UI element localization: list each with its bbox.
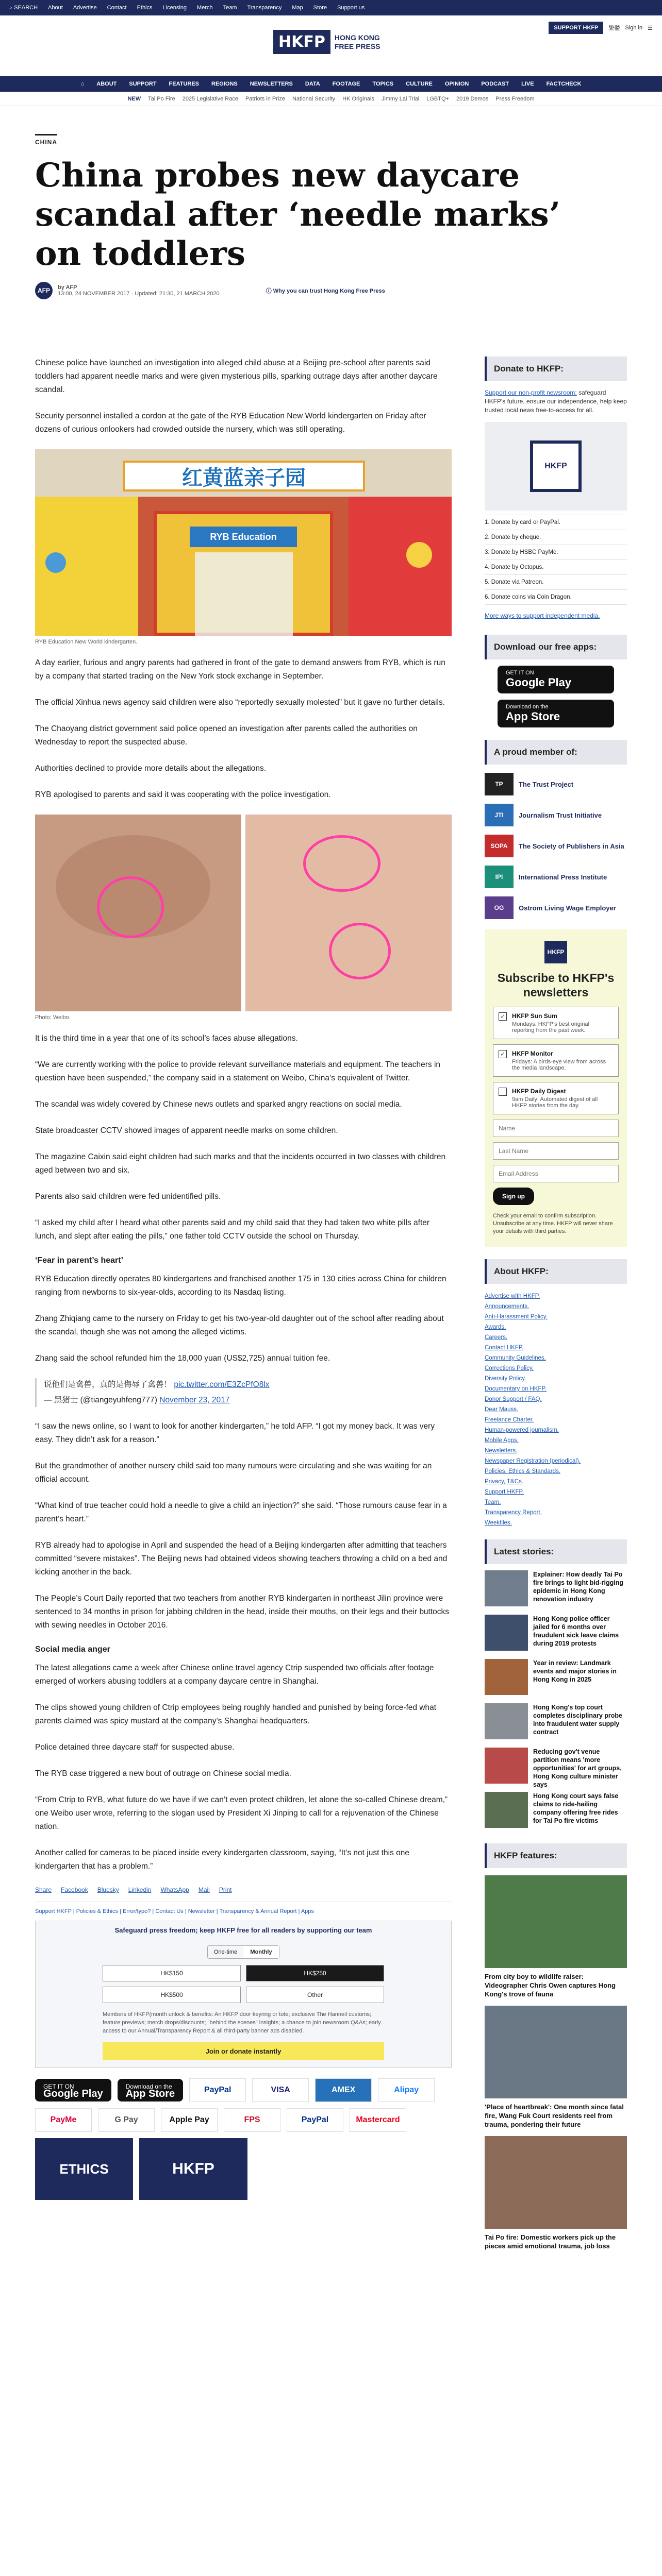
share-whatsapp[interactable]: WhatsApp	[160, 1886, 189, 1893]
masthead	[0, 15, 662, 76]
top-bar	[0, 0, 662, 15]
paragraph: “I saw the news online, so I want to look for another kindergarten,” he told AFP. “I got my money back. It was very easy. They didn’t ask for a reason.”	[35, 1422, 435, 1444]
checkbox[interactable]: ✓	[499, 1012, 507, 1021]
member-name[interactable]: International Press Institute	[519, 873, 607, 881]
latest-story[interactable]	[485, 1748, 627, 1786]
story-headline[interactable]: Explainer: How deadly Tai Po fire brings to light bid-rigging epidemic in Hong Kong renovation industry	[533, 1571, 623, 1603]
paragraph: “We are currently working with the police to provide relevant surveillance materials and equipment. The teachers in question have been suspended,” the company said in a statement on Weibo, China’s equivalent of Twitter.	[35, 1060, 441, 1082]
fps-logo: FPS	[224, 2108, 280, 2132]
member-name[interactable]: The Trust Project	[519, 780, 574, 788]
paragraph: The magazine Caixin said eight children had such marks and that the incidents occurred in two classes with children aged between two and six.	[35, 1153, 446, 1175]
newsletter-desc: 9am Daily: Automated digest of all HKFP stories from the day.	[512, 1096, 598, 1109]
donate-method[interactable]: 5. Donate via Patreon.	[485, 575, 627, 590]
language-link[interactable]: 繁體	[608, 25, 620, 31]
about-link[interactable]: Careers.	[485, 1334, 508, 1341]
share-facebook[interactable]: Facebook	[61, 1886, 88, 1893]
paragraph: But the grandmother of another nursery child said too many rumours were circulating and she was waiting for an official account.	[35, 1462, 432, 1484]
paragraph: Parents also said children were fed unidentified pills.	[35, 1192, 221, 1201]
newsletter-fine-print: Check your email to confirm subscription. Unsubscribe at any time. HKFP will never share your details with third parties.	[493, 1213, 613, 1234]
about-link[interactable]: Team.	[485, 1499, 501, 1505]
sidebar-google-play-label[interactable]: Google Play	[506, 676, 572, 689]
paragraph: Another called for cameras to be placed inside every kindergarten classroom, saying, “It’s not just this one kindergarten that has a problem.”	[35, 1849, 410, 1871]
about-link[interactable]: Community Guidelines.	[485, 1355, 546, 1361]
feature-story[interactable]	[485, 2006, 627, 2129]
paypal-logo: PayPal	[189, 2078, 246, 2102]
paragraph: “I asked my child after I heard what other parents said and my child said that they had taken two white pills after lunch, and slept after eating the pills,” one father told CCTV outside the school on Thursday.	[35, 1218, 430, 1241]
member-jti[interactable]	[485, 804, 627, 826]
gpay-logo: G Pay	[98, 2108, 155, 2132]
frequency-toggle	[207, 1945, 279, 1959]
nav-features[interactable]: FEATURES	[169, 81, 200, 87]
author-avatar[interactable]: AFP	[35, 282, 53, 299]
share-label: Share	[35, 1886, 52, 1893]
jti-icon: JTI	[485, 804, 514, 826]
sopa-icon: SOPA	[485, 835, 514, 857]
about-link[interactable]: Dear Mauss.	[485, 1406, 519, 1413]
top-link-contact[interactable]: Contact	[107, 5, 127, 11]
trending-bar	[0, 92, 662, 106]
paragraph: Police detained three daycare staff for suspected abuse.	[35, 1743, 235, 1752]
newsletter-option-text	[512, 1012, 613, 1033]
top-link-merch[interactable]: Merch	[197, 5, 213, 11]
paragraph: A day earlier, furious and angry parents had gathered in front of the gate to demand answers from RYB, which is run by a company that started trading on the New York stock exchange in September.	[35, 658, 445, 681]
member-living-wage[interactable]	[485, 896, 627, 919]
about-link[interactable]: Mobile Apps.	[485, 1437, 519, 1444]
latest-story[interactable]	[485, 1615, 627, 1653]
paragraph: The People’s Court Daily reported that two teachers from another RYB kindergarten in northeast Jilin province were sentenced to 34 months in prison for jabbing children in the head, inside their mouths, on their legs and their buttocks with sewing needles in October 2016.	[35, 1594, 450, 1630]
newsletter-desc: Mondays: HKFP's best original reporting from the past week.	[512, 1021, 590, 1033]
about-link[interactable]: Human-powered journalism.	[485, 1427, 559, 1433]
alipay-logo: Alipay	[378, 2078, 435, 2102]
tweet-date-link[interactable]: November 23, 2017	[159, 1396, 230, 1404]
paragraph: RYB already had to apologise in April and suspended the head of a Beijing kindergarten after admitting that teachers committed “severe mistakes”. The Beijing news had obtained videos showing teachers throwing a child on a bed and kicking another in the back.	[35, 1541, 448, 1577]
top-link-about[interactable]: About	[48, 5, 63, 11]
main-nav	[0, 76, 662, 92]
photo-caption: RYB Education New World kindergarten.	[35, 639, 138, 645]
nav-regions[interactable]: REGIONS	[211, 81, 238, 87]
kindergarten-photo	[35, 449, 452, 636]
site-logo[interactable]	[273, 30, 380, 54]
newsletter-option-daily-digest[interactable]	[493, 1082, 619, 1114]
share-print[interactable]: Print	[219, 1886, 232, 1893]
about-link[interactable]: Newspaper Registration (periodical).	[485, 1458, 581, 1464]
share-bluesky[interactable]: Bluesky	[97, 1886, 119, 1893]
about-link[interactable]: Corrections Policy.	[485, 1365, 534, 1371]
donate-note-text: safeguard HKFP's future, ensure our independence, help keep trusted local news free-to-access for all.	[485, 389, 627, 414]
trending-item[interactable]: Patriots in Prize	[245, 95, 285, 102]
newsletter-option-monitor[interactable]	[493, 1044, 619, 1077]
app-store-small[interactable]: Download on the	[125, 2083, 172, 2090]
donate-method[interactable]: 3. Donate by HSBC PayMe.	[485, 545, 627, 560]
trust-link[interactable]: ⓘ Why you can trust Hong Kong Free Press	[266, 288, 385, 294]
paragraph: The official Xinhua news agency said children were also “reportedly sexually molested” but it gave no further details.	[35, 698, 445, 707]
article-kicker[interactable]: CHINA	[35, 134, 57, 146]
monthly-option[interactable]: Monthly	[243, 1946, 279, 1958]
about-links	[485, 1291, 627, 1528]
last-name-input[interactable]	[493, 1142, 619, 1160]
about-link[interactable]: Awards.	[485, 1324, 506, 1330]
paragraph: RYB apologised to parents and said it was cooperating with the police investigation.	[35, 790, 331, 799]
living-wage-icon: OG	[485, 896, 514, 919]
subscribe-button[interactable]: Sign up	[493, 1188, 534, 1205]
app-store-button[interactable]	[118, 2079, 184, 2102]
bottom-apps-payments	[35, 2078, 452, 2200]
promo-header: Safeguard press freedom; keep HKFP free for all readers by supporting our team	[114, 1926, 372, 1934]
about-link[interactable]: Policies, Ethics & Standards.	[485, 1468, 561, 1475]
about-link[interactable]: Contact HKFP.	[485, 1345, 524, 1351]
article-title: China probes new daycare scandal after ‘needle marks’ on toddlers	[35, 156, 560, 273]
story-thumbnail[interactable]	[485, 1659, 528, 1695]
donate-note-link[interactable]: Support our non-profit newsroom:	[485, 389, 577, 396]
join-button[interactable]: Join or donate instantly	[103, 2042, 384, 2060]
more-ways-link[interactable]: More ways to support independent media.	[485, 612, 600, 619]
nav-factcheck[interactable]: FACTCHECK	[546, 81, 582, 87]
about-link[interactable]: Anti-Harassment Policy.	[485, 1314, 548, 1320]
logo-mark[interactable]: HKFP	[273, 30, 330, 54]
logo-text[interactable]	[335, 33, 380, 51]
top-link-map[interactable]: Map	[292, 5, 303, 11]
paragraph: The latest allegations came a week after Chinese online travel agency Ctrip suspended two officials after footage emerged of workers abusing toddlers at a company daycare centre in Shanghai.	[35, 1664, 434, 1686]
paragraph: Chinese police have launched an investigation into alleged child abuse at a Beijing pre-school after parents said toddlers had apparent needle marks and were given mysterious pills, sparking outrage days after another daycare scandal.	[35, 359, 438, 394]
story-thumbnail[interactable]	[485, 1703, 528, 1739]
search-link[interactable]: ⌕ SEARCH	[9, 4, 38, 11]
paragraph: “From Ctrip to RYB, what future do we have if we can’t even protect children, let alone the so-called Chinese dream,” one Weibo user wrote, referring to the slogan used by President Xi Jinping to call for a rejuvenation of the Chinese nation.	[35, 1795, 448, 1831]
qr-code[interactable]: HKFP	[530, 440, 582, 492]
byline-text	[58, 284, 220, 297]
apple-pay-logo: Apple Pay	[161, 2108, 218, 2132]
about-link[interactable]: Support HKFP.	[485, 1489, 524, 1495]
checkbox[interactable]: ✓	[499, 1050, 507, 1058]
logo-line-1[interactable]: HONG KONG	[334, 33, 380, 42]
app-store-label[interactable]: App Store	[125, 2088, 175, 2099]
paragraph: The clips showed young children of Ctrip employees being roughly handled and punished by being force-fed what parents claimed was spicy mustard at the company’s Shanghai headquarters.	[35, 1703, 437, 1725]
newsletter-desc: Fridays: A birds-eye view from across the media landscape.	[512, 1059, 606, 1071]
member-sopa[interactable]	[485, 835, 627, 857]
support-hkfp-button[interactable]: SUPPORT HKFP	[549, 22, 603, 34]
story-thumbnail[interactable]	[485, 1615, 528, 1651]
trending-item[interactable]: 2019 Demos	[456, 95, 489, 102]
paragraph: The Chaoyang district government said police opened an investigation after parents called the authorities on Wednesday to report the suspected abuse.	[35, 724, 418, 747]
paragraph: The RYB case triggered a new bout of outrage on Chinese social media.	[35, 1769, 291, 1778]
story-thumbnail[interactable]	[485, 1570, 528, 1606]
logo-line-2[interactable]: FREE PRESS	[334, 42, 380, 50]
top-link-team[interactable]: Team	[223, 5, 237, 11]
article-footer-links[interactable]: Support HKFP | Policies & Ethics | Error/typo? | Contact Us | Newsletter | Transparency & Annual Report | Apps	[35, 1902, 452, 1914]
newsletter-box	[485, 929, 627, 1247]
top-link-ethics[interactable]: Ethics	[137, 5, 153, 11]
latest-story[interactable]	[485, 1659, 627, 1697]
story-thumbnail[interactable]	[485, 1792, 528, 1828]
latest-heading: Latest stories:	[485, 1539, 627, 1564]
newsletter-name: HKFP Monitor	[512, 1050, 553, 1057]
amex-logo: AMEX	[315, 2078, 372, 2102]
newsletter-logo: HKFP	[544, 941, 567, 963]
author-name[interactable]: by AFP	[58, 284, 77, 291]
amount-options	[36, 1965, 451, 2003]
story-headline[interactable]: Year in review: Landmark events and major stories in Hong Kong in 2025	[533, 1659, 617, 1683]
story-headline[interactable]: Reducing gov't venue partition means 'more opportunities' for art groups, Hong Kong culture minister says	[533, 1748, 622, 1788]
donate-note	[485, 388, 627, 415]
paragraph: RYB Education directly operates 80 kindergartens and franchised another 175 in 130 cities across China for children ranging from newborns to six-year-olds, according to its Nasdaq listing.	[35, 1275, 446, 1297]
trending-item[interactable]: Tai Po Fire	[148, 95, 175, 102]
latest-story[interactable]	[485, 1570, 627, 1608]
paragraph: Authorities declined to provide more details about the allegations.	[35, 764, 267, 773]
about-link[interactable]: Weekfiles.	[485, 1520, 512, 1526]
apps-heading: Download our free apps:	[485, 635, 627, 659]
about-link[interactable]: Announcements.	[485, 1303, 529, 1310]
nav-live[interactable]: LIVE	[521, 81, 534, 87]
nav-footage[interactable]: FOOTAGE	[332, 81, 360, 87]
trending-item[interactable]: National Security	[292, 95, 336, 102]
nav-data[interactable]: DATA	[305, 81, 320, 87]
paragraph: It is the third time in a year that one of its school’s faces abuse allegations.	[35, 1034, 298, 1043]
trending-item[interactable]: Press Freedom	[495, 95, 535, 102]
byline	[35, 282, 627, 299]
feature-headline[interactable]: Tai Po fire: Domestic workers pick up the pieces amid emotional trauma, job loss	[485, 2233, 616, 2250]
share-bar	[35, 1886, 452, 1893]
nav-about[interactable]: ABOUT	[96, 81, 117, 87]
donate-method[interactable]: 4. Donate by Octopus.	[485, 560, 627, 575]
feature-image[interactable]	[485, 2136, 627, 2229]
donate-method[interactable]: 1. Donate by card or PayPal.	[485, 515, 627, 530]
ipi-icon: IPI	[485, 866, 514, 888]
newsletter-title: Subscribe to HKFP's newsletters	[497, 971, 615, 999]
top-link-advertise[interactable]: Advertise	[73, 5, 97, 11]
about-link[interactable]: Advertise with HKFP.	[485, 1293, 540, 1299]
section-heading: ‘Fear in parent’s heart’	[35, 1256, 124, 1265]
trending-item[interactable]: Jimmy Lai Trial	[381, 95, 420, 102]
nav-opinion[interactable]: OPINION	[444, 81, 469, 87]
trending-item[interactable]: HK Originals	[342, 95, 374, 102]
member-name[interactable]: Ostrom Living Wage Employer	[519, 904, 616, 912]
newsletter-option-text	[512, 1050, 613, 1071]
menu-icon[interactable]: ☰	[648, 25, 653, 31]
sidebar-app-store-small[interactable]: Download on the	[506, 704, 549, 710]
sidebar-google-play-button[interactable]	[498, 666, 614, 693]
feature-story[interactable]	[485, 2136, 627, 2250]
share-linkedin[interactable]: Linkedin	[128, 1886, 152, 1893]
member-ipi[interactable]	[485, 866, 627, 888]
member-name[interactable]: Journalism Trust Initiative	[519, 811, 602, 819]
nav-newsletters[interactable]: NEWSLETTERS	[250, 81, 293, 87]
payme-logo: PayMe	[35, 2108, 92, 2132]
google-play-label[interactable]: Google Play	[43, 2088, 103, 2099]
about-link[interactable]: Privacy, T&Cs.	[485, 1479, 523, 1485]
member-trust-project[interactable]	[485, 773, 627, 795]
sidebar-app-store-button[interactable]	[498, 700, 614, 727]
kindergarten-sub-sign: RYB Education	[190, 527, 297, 547]
about-link[interactable]: Newsletters.	[485, 1448, 518, 1454]
about-link[interactable]: Transparency Report.	[485, 1510, 542, 1516]
checkbox[interactable]	[499, 1088, 507, 1096]
sign-in-link[interactable]: Sign in	[625, 25, 643, 31]
about-heading: About HKFP:	[485, 1259, 627, 1284]
donation-promo	[35, 1921, 452, 2068]
donate-method[interactable]: 2. Donate by cheque.	[485, 530, 627, 545]
amount-500[interactable]: HK$500	[103, 1987, 241, 2003]
search-label[interactable]: SEARCH	[14, 4, 38, 11]
paypal-logo: PayPal	[287, 2108, 343, 2132]
amount-150[interactable]: HK$150	[103, 1965, 241, 1981]
story-headline[interactable]: Hong Kong court says false claims to ride-hailing company offering free rides for Tai Po fire victims	[533, 1792, 619, 1824]
visa-logo: VISA	[252, 2078, 309, 2102]
member-name[interactable]: The Society of Publishers in Asia	[519, 842, 624, 850]
photo-caption: Photo: Weibo.	[35, 1014, 71, 1021]
latest-story[interactable]	[485, 1792, 627, 1830]
member-perks: Members of HKFP(month unlock & benefits: An HKFP door keyring or tote; exclusive The Hanneil customs; feature previews; merch drops/discounts; "behind the scenes" insights; a chance to join newsroom Q&As; early access to our Annual/Transparency Report & all third-party banner ads disabled.	[103, 2011, 381, 2034]
newsletter-option-text	[512, 1088, 613, 1109]
tweet-image-link[interactable]: pic.twitter.com/E3ZcPfO8lx	[174, 1380, 270, 1389]
masthead-actions	[549, 22, 653, 34]
paragraph: The scandal was widely covered by Chinese news outlets and sparked angry reactions on social media.	[35, 1100, 402, 1109]
nav-culture[interactable]: CULTURE	[406, 81, 433, 87]
about-link[interactable]: Donor Support / FAQ.	[485, 1396, 542, 1402]
newsletter-option-sun-sum[interactable]	[493, 1007, 619, 1039]
feature-image[interactable]	[485, 1875, 627, 1968]
story-thumbnail[interactable]	[485, 1748, 528, 1784]
about-link[interactable]: Diversity Policy.	[485, 1376, 526, 1382]
google-play-button[interactable]	[35, 2079, 111, 2102]
proud-member-heading: A proud member of:	[485, 740, 627, 765]
latest-story[interactable]	[485, 1703, 627, 1741]
tweet-line	[44, 1378, 452, 1392]
trending-item[interactable]: 2025 Legislative Race	[182, 95, 238, 102]
newsletter-name: HKFP Daily Digest	[512, 1088, 566, 1095]
top-link-support[interactable]: Support us	[337, 5, 365, 11]
feature-headline[interactable]: From city boy to wildlife raiser: Videographer Chris Owen captures Hong Kong's trove of fauna	[485, 1973, 616, 1998]
sidebar-google-play-small[interactable]: GET IT ON	[506, 670, 534, 676]
paragraph: Zhang Zhiqiang came to the nursery on Friday to get his two-year-old daughter out of the school after reading about the scandal, though she was not among the alleged victims.	[35, 1314, 444, 1336]
nav-topics[interactable]: TOPICS	[372, 81, 394, 87]
tweet-text: 说他们是禽兽，真的是侮辱了禽兽！	[44, 1380, 172, 1389]
tweet-author: — 黑猪士 (@tiangeyuhfeng777)	[44, 1396, 157, 1404]
google-play-small[interactable]: GET IT ON	[43, 2083, 74, 2090]
sidebar-app-store-label[interactable]: App Store	[506, 710, 560, 723]
paragraph: Zhang said the school refunded him the 18,000 yuan (US$2,725) annual tuition fee.	[35, 1354, 330, 1363]
feature-image[interactable]	[485, 2006, 627, 2098]
story-headline[interactable]: Hong Kong police officer jailed for 6 months over fraudulent sick leave claims during 2019 protests	[533, 1615, 619, 1647]
sidebar	[485, 357, 627, 2258]
article-dates: 13:00, 24 NOVEMBER 2017 · Updated: 21:30, 21 MARCH 2020	[58, 291, 220, 297]
paragraph: “What kind of true teacher could hold a needle to give a child an injection?” she said. “Those rumours cause fear in a parent’s heart.”	[35, 1501, 447, 1523]
tweet-meta	[44, 1394, 452, 1407]
share-mail[interactable]: Mail	[198, 1886, 210, 1893]
section-heading: Social media anger	[35, 1645, 110, 1654]
kindergarten-sign: 红黄蓝亲子园	[123, 461, 365, 492]
mastercard-logo: Mastercard	[350, 2108, 406, 2132]
donate-method[interactable]: 6. Donate coins via Coin Dragon.	[485, 590, 627, 605]
story-headline[interactable]: Hong Kong's top court completes disciplinary probe into fraudulent water supply contract	[533, 1704, 622, 1736]
donate-qr-panel	[485, 422, 627, 511]
hkfp-badge[interactable]: HKFP	[139, 2138, 247, 2200]
one-time-option[interactable]: One-time	[213, 1949, 238, 1955]
article-header	[35, 134, 627, 299]
donate-heading: Donate to HKFP:	[485, 357, 627, 381]
top-link-store[interactable]: Store	[313, 5, 327, 11]
amount-other[interactable]: Other	[246, 1987, 384, 2003]
trending-item[interactable]: LGBTQ+	[426, 95, 449, 102]
nav-support[interactable]: SUPPORT	[129, 81, 157, 87]
needle-marks-photo	[35, 815, 452, 1011]
amount-250[interactable]: HK$250	[246, 1965, 384, 1981]
embedded-tweet	[35, 1378, 452, 1407]
features-heading: HKFP features:	[485, 1843, 627, 1868]
newsletter-name: HKFP Sun Sum	[512, 1012, 557, 1020]
trust-project-icon: TP	[485, 773, 514, 795]
feature-story[interactable]	[485, 1875, 627, 1998]
article-body	[35, 357, 452, 2200]
paragraph: Security personnel installed a cordon at the gate of the RYB Education New World kindergarten on Friday after dozens of curious onlookers had crowded outside the nursery, which was still operating.	[35, 412, 426, 434]
top-link-licensing[interactable]: Licensing	[162, 5, 187, 11]
trending-label: NEW	[127, 95, 141, 102]
trust-link-label[interactable]: Why you can trust Hong Kong Free Press	[273, 288, 385, 294]
feature-headline[interactable]: 'Place of heartbreak': One month since fatal fire, Wang Fuk Court residents reel from trauma, pondering their future	[485, 2103, 624, 2128]
about-link[interactable]: Documentary on HKFP.	[485, 1386, 547, 1392]
donate-methods	[485, 515, 627, 605]
nav-podcast[interactable]: PODCAST	[481, 81, 509, 87]
nav-home-icon[interactable]: ⌂	[80, 81, 85, 87]
about-link[interactable]: Freelance Charter.	[485, 1417, 534, 1423]
ethics-badge[interactable]: ETHICS	[35, 2138, 133, 2200]
paragraph: State broadcaster CCTV showed images of apparent needle marks on some children.	[35, 1126, 338, 1135]
top-link-transparency[interactable]: Transparency	[247, 5, 282, 11]
email-input[interactable]	[493, 1165, 619, 1182]
first-name-input[interactable]	[493, 1120, 619, 1137]
